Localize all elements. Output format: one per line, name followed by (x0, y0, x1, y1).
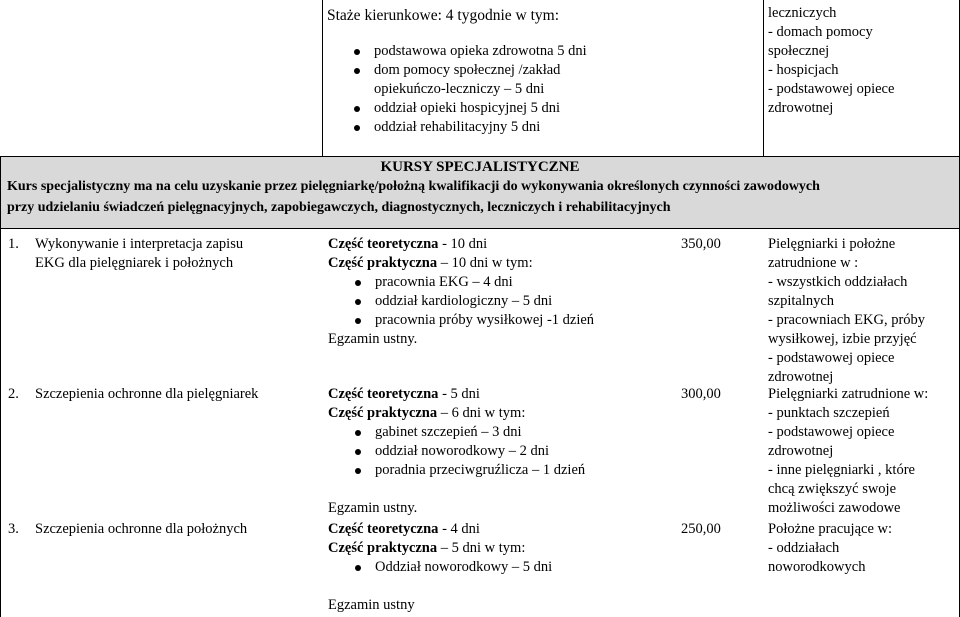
target-line: - pracowniach EKG, próby (768, 312, 926, 328)
theory-days: - 10 dni (438, 236, 488, 252)
list-item: oddział rehabilitacyjny 5 dni (327, 118, 587, 137)
section-title: KURSY SPECJALISTYCZNE (380, 159, 580, 175)
list-item: oddział opieki hospicyjnej 5 dni (327, 99, 587, 118)
list-item: gabinet szczepień – 3 dni (328, 423, 585, 442)
practice-list (328, 558, 552, 577)
place-line: leczniczych (768, 5, 837, 21)
internship-title: Staże kierunkowe: 4 tygodnie w tym: (327, 7, 560, 24)
list-item: opiekuńczo-leczniczy – 5 dni (374, 81, 545, 97)
list-item: podstawowa opieka zdrowotna 5 dni (327, 42, 587, 61)
table-border-left-top (322, 0, 323, 157)
practice-days: – 10 dni w tym: (437, 255, 533, 271)
target-line: szpitalnych (768, 293, 835, 309)
table-border-section-bottom (0, 228, 960, 229)
course-name-line: Wykonywanie i interpretacja zapisu (35, 236, 244, 252)
place-line: - podstawowej opiece (768, 81, 895, 97)
place-line: zdrowotnej (768, 100, 834, 116)
target-line: - podstawowej opiece (768, 424, 895, 440)
target-line: możliwości zawodowe (768, 500, 901, 516)
course-name: Szczepienia ochronne dla położnych (35, 521, 248, 537)
practice-list (328, 273, 594, 330)
course-name-line: EKG dla pielęgniarek i położnych (35, 255, 234, 271)
target-line: - inne pielęgniarki , które (768, 462, 915, 478)
course-3-name (8, 520, 248, 539)
exam-text: Egzamin ustny. (328, 500, 418, 516)
course-number: 3. (8, 521, 19, 537)
target-line: Pielęgniarki zatrudnione w: (768, 386, 929, 402)
internship-places (768, 4, 894, 118)
target-line: zdrowotnej (768, 369, 834, 385)
course-1-program (328, 235, 594, 349)
course-2-name (8, 385, 259, 404)
section-description-line2: przy udzielaniu świadczeń pielęgnacyjnych, zapobiegawczych, diagnostycznych, leczniczych i rehabilitacyjnych (7, 200, 671, 215)
course-3-price: 250,00 (681, 521, 721, 537)
place-line: - hospicjach (768, 62, 839, 78)
target-line: zdrowotnej (768, 443, 834, 459)
exam-text: Egzamin ustny (328, 597, 415, 613)
course-number: 2. (8, 386, 19, 402)
target-line: zatrudnione w : (768, 255, 859, 271)
practice-days: – 5 dni w tym: (437, 540, 526, 556)
practice-label: Część praktyczna (328, 540, 438, 556)
theory-label: Część teoretyczna (328, 236, 439, 252)
target-line: - punktach szczepień (768, 405, 890, 421)
course-1-target (768, 235, 925, 387)
internship-list (327, 42, 587, 137)
list-item: pracownia próby wysiłkowej -1 dzień (328, 311, 594, 330)
exam-text: Egzamin ustny. (328, 331, 418, 347)
course-number: 1. (8, 236, 19, 252)
place-line: - domach pomocy (768, 24, 873, 40)
target-line: chcą zwiększyć swoje (768, 481, 897, 497)
theory-days: - 4 dni (438, 521, 480, 537)
practice-label: Część praktyczna (328, 255, 438, 271)
theory-label: Część teoretyczna (328, 386, 439, 402)
course-1-price: 350,00 (681, 236, 721, 252)
target-line: - wszystkich oddziałach (768, 274, 908, 290)
theory-days: - 5 dni (438, 386, 480, 402)
list-item: pracownia EKG – 4 dni (328, 273, 594, 292)
practice-label: Część praktyczna (328, 405, 438, 421)
table-border-middle-top (763, 0, 764, 157)
target-line: - podstawowej opiece (768, 350, 895, 366)
list-item: dom pomocy społecznej /zakład (327, 61, 587, 80)
course-name: Szczepienia ochronne dla pielęgniarek (35, 386, 259, 402)
course-1-name (8, 235, 244, 273)
target-line: wysiłkowej, izbie przyjęć (768, 331, 917, 347)
course-3-target (768, 520, 892, 577)
place-line: społecznej (768, 43, 830, 59)
target-line: - oddziałach (768, 540, 840, 556)
internship-block (327, 5, 587, 137)
list-item: poradnia przeciwgruźlicza – 1 dzień (328, 461, 585, 480)
practice-days: – 6 dni w tym: (437, 405, 526, 421)
course-2-target (768, 385, 928, 518)
list-item: Oddział noworodkowy – 5 dni (328, 558, 552, 577)
course-2-program (328, 385, 585, 518)
theory-label: Część teoretyczna (328, 521, 439, 537)
course-3-program (328, 520, 552, 615)
practice-list (328, 423, 585, 480)
target-line: Położne pracujące w: (768, 521, 893, 537)
target-line: Pielęgniarki i położne (768, 236, 896, 252)
course-2-price: 300,00 (681, 386, 721, 402)
target-line: noworodkowych (768, 559, 866, 575)
list-item: oddział noworodkowy – 2 dni (328, 442, 585, 461)
list-item: oddział kardiologiczny – 5 dni (328, 292, 594, 311)
section-description-line1: Kurs specjalistyczny ma na celu uzyskanie przez pielęgniarkę/położną kwalifikacji do wykonywania określonych czynności zawodowych (7, 179, 820, 194)
